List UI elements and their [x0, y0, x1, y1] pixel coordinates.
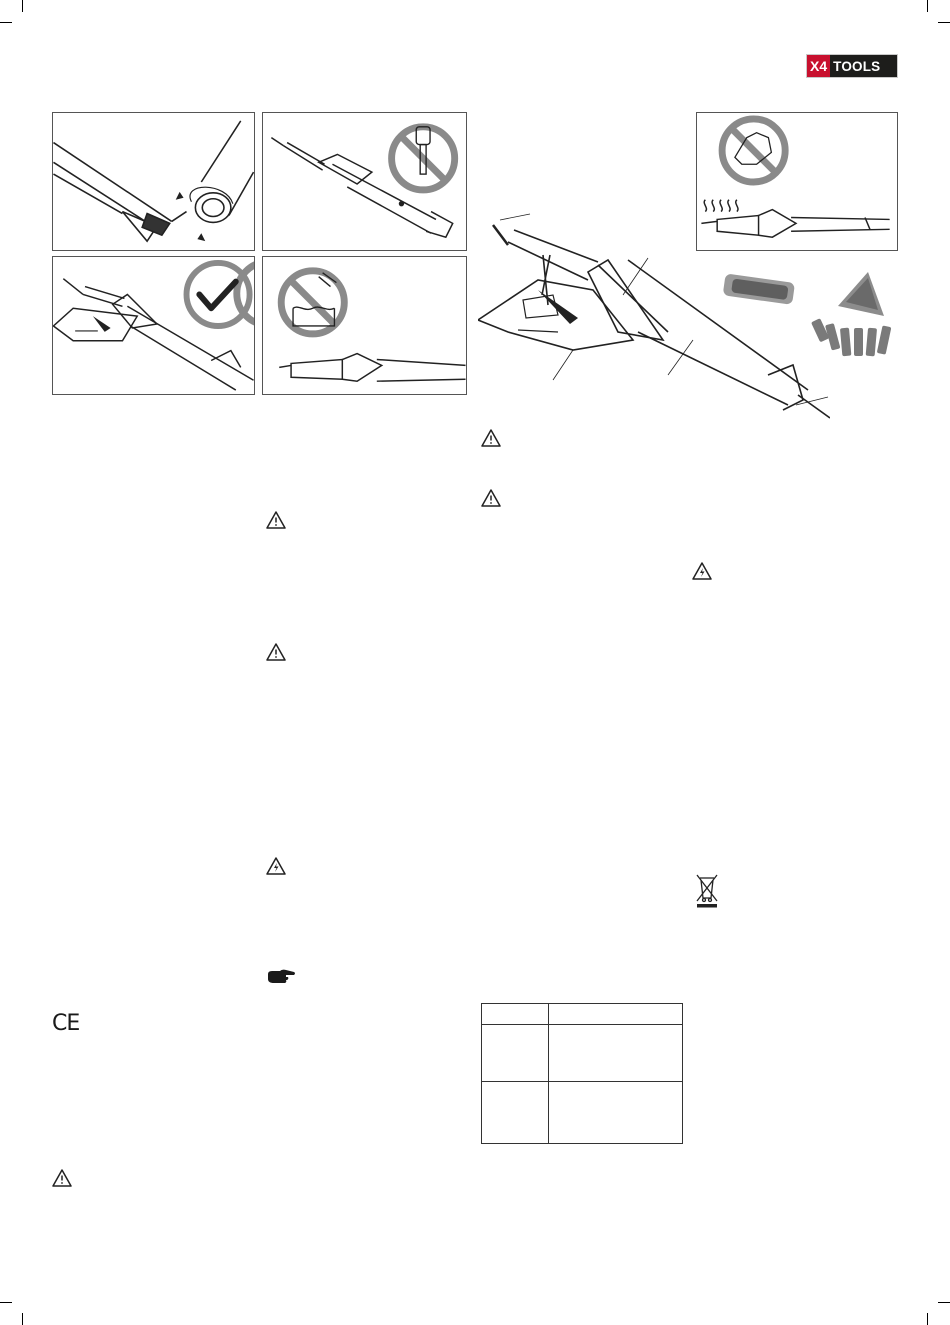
table-row — [482, 1082, 683, 1144]
electric-hazard-icon — [692, 561, 712, 581]
warning-triangle-icon — [481, 488, 501, 508]
crop-mark — [22, 1313, 23, 1325]
ce-mark-icon: CE — [52, 1011, 80, 1036]
accessories-drawing — [718, 268, 900, 368]
no-water-drawing — [263, 257, 466, 394]
place-on-stand-ok-figure — [52, 256, 255, 395]
table-cell — [549, 1082, 683, 1144]
warning-triangle-icon — [481, 428, 501, 448]
table-cell — [549, 1025, 683, 1082]
table-row — [482, 1004, 683, 1025]
tip-change-figure — [52, 112, 255, 251]
tip-change-drawing — [53, 113, 254, 250]
accessories-figure — [718, 268, 900, 368]
pointing-hand-icon — [266, 968, 296, 986]
crop-mark — [0, 22, 12, 23]
warning-triangle-icon — [266, 642, 286, 662]
no-touch-drawing — [697, 113, 897, 250]
warning-triangle-icon — [52, 1168, 72, 1188]
no-water-figure — [262, 256, 467, 395]
logo-x4-text: X4 — [807, 55, 830, 77]
no-screwdriver-figure — [262, 112, 467, 251]
table-cell — [482, 1082, 549, 1144]
crossed-out-bin-icon — [694, 872, 720, 908]
no-touch-hot-tip-figure — [696, 112, 898, 251]
electric-hazard-icon — [266, 856, 286, 876]
no-screwdriver-drawing — [263, 113, 466, 250]
logo-tools-text: TOOLS — [833, 58, 881, 74]
brand-logo — [806, 54, 898, 78]
crop-mark — [938, 1302, 950, 1303]
place-on-stand-drawing — [53, 257, 254, 394]
table-cell — [482, 1004, 549, 1025]
crop-mark — [938, 22, 950, 23]
crop-mark — [927, 1313, 928, 1325]
warning-triangle-icon — [266, 510, 286, 530]
crop-mark — [22, 0, 23, 12]
table-row — [482, 1025, 683, 1082]
crop-mark — [0, 1302, 12, 1303]
spec-table — [481, 1003, 683, 1144]
table-cell — [549, 1004, 683, 1025]
table-cell — [482, 1025, 549, 1082]
crop-mark — [927, 0, 928, 12]
